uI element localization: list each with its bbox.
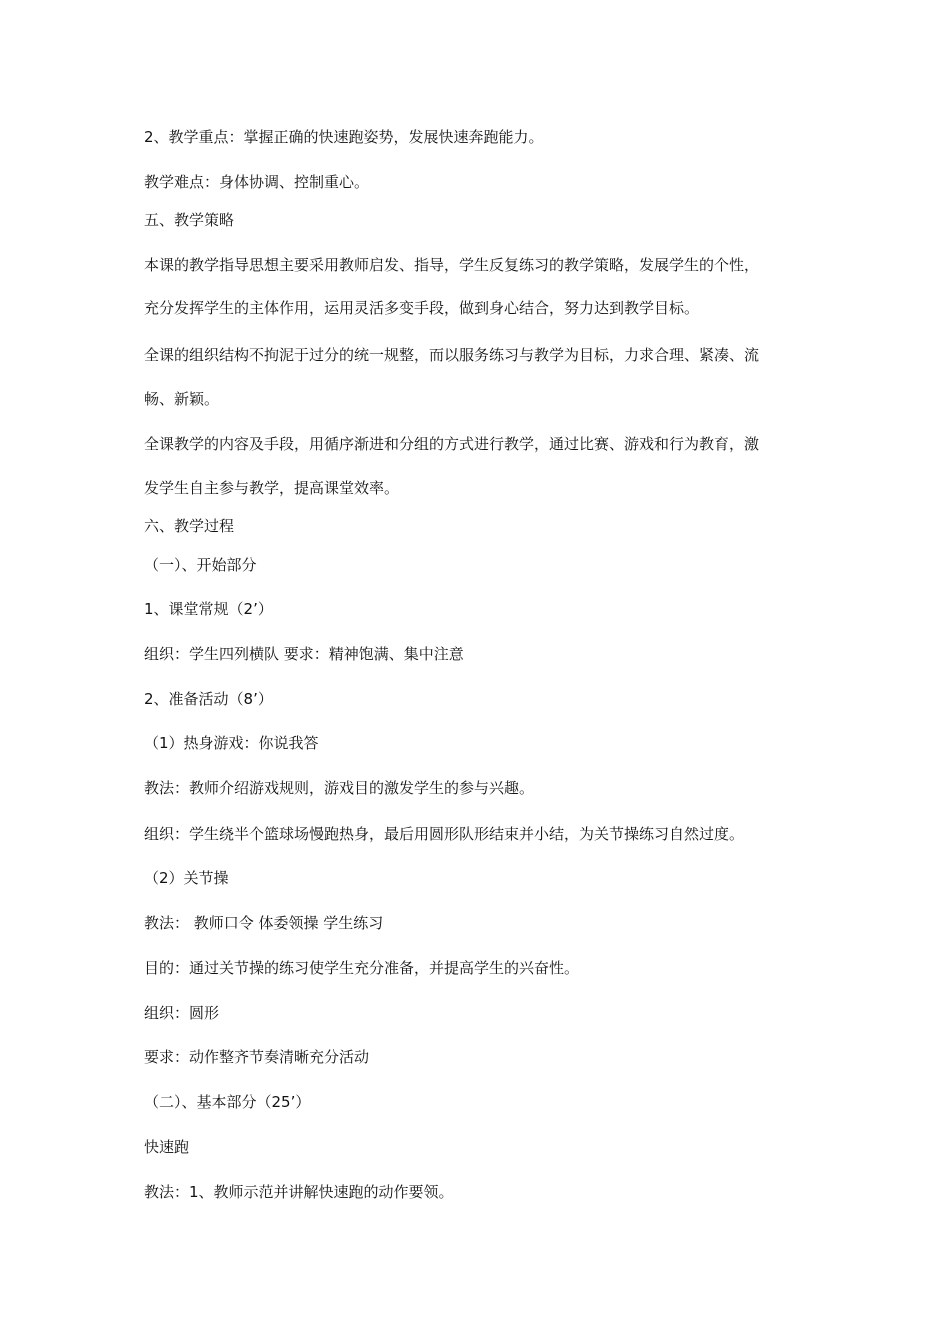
text-line: 1、课堂常规（2’）: [144, 600, 273, 618]
text-line: 要求：动作整齐节奏清晰充分活动: [144, 1048, 370, 1066]
text-line: 充分发挥学生的主体作用，运用灵活多变手段，做到身心结合，努力达到教学目标。: [144, 299, 700, 317]
text-line: 教学难点：身体协调、控制重心。: [144, 173, 370, 191]
section-heading: 五、教学策略: [144, 211, 235, 229]
text-line: 组织：学生四列横队 要求：精神饱满、集中注意: [144, 645, 464, 663]
text-line: 目的：通过关节操的练习使学生充分准备，并提高学生的兴奋性。: [144, 959, 580, 977]
text-line: 畅、新颖。: [144, 390, 220, 408]
text-line: 全课的组织结构不拘泥于过分的统一规整，而以服务练习与教学为目标，力求合理、紧凑、流: [144, 346, 760, 364]
text-line: 教法：1、教师示范并讲解快速跑的动作要领。: [144, 1183, 454, 1201]
text-line: 快速跑: [144, 1138, 190, 1156]
text-line: 组织：圆形: [144, 1004, 220, 1022]
text-line: 发学生自主参与教学，提高课堂效率。: [144, 479, 400, 497]
text-line: 2、教学重点：掌握正确的快速跑姿势，发展快速奔跑能力。: [144, 128, 544, 146]
section-heading: 六、教学过程: [144, 517, 235, 535]
text-line: 全课教学的内容及手段，用循序渐进和分组的方式进行教学，通过比赛、游戏和行为教育，激: [144, 435, 760, 453]
text-line: 教法： 教师口令 体委领操 学生练习: [144, 914, 384, 932]
subsection-heading: （一）、开始部分: [144, 556, 257, 574]
text-line: 本课的教学指导思想主要采用教师启发、指导，学生反复练习的教学策略，发展学生的个性，: [144, 256, 760, 274]
text-line: 组织：学生绕半个篮球场慢跑热身，最后用圆形队形结束并小结，为关节操练习自然过度。: [144, 825, 745, 843]
text-line: 教法：教师介绍游戏规则，游戏目的激发学生的参与兴趣。: [144, 779, 535, 797]
subsection-heading: （二）、基本部分（25’）: [144, 1093, 311, 1111]
text-line: 2、准备活动（8’）: [144, 690, 273, 708]
text-line: （2）关节操: [144, 869, 229, 887]
text-line: （1）热身游戏：你说我答: [144, 734, 319, 752]
